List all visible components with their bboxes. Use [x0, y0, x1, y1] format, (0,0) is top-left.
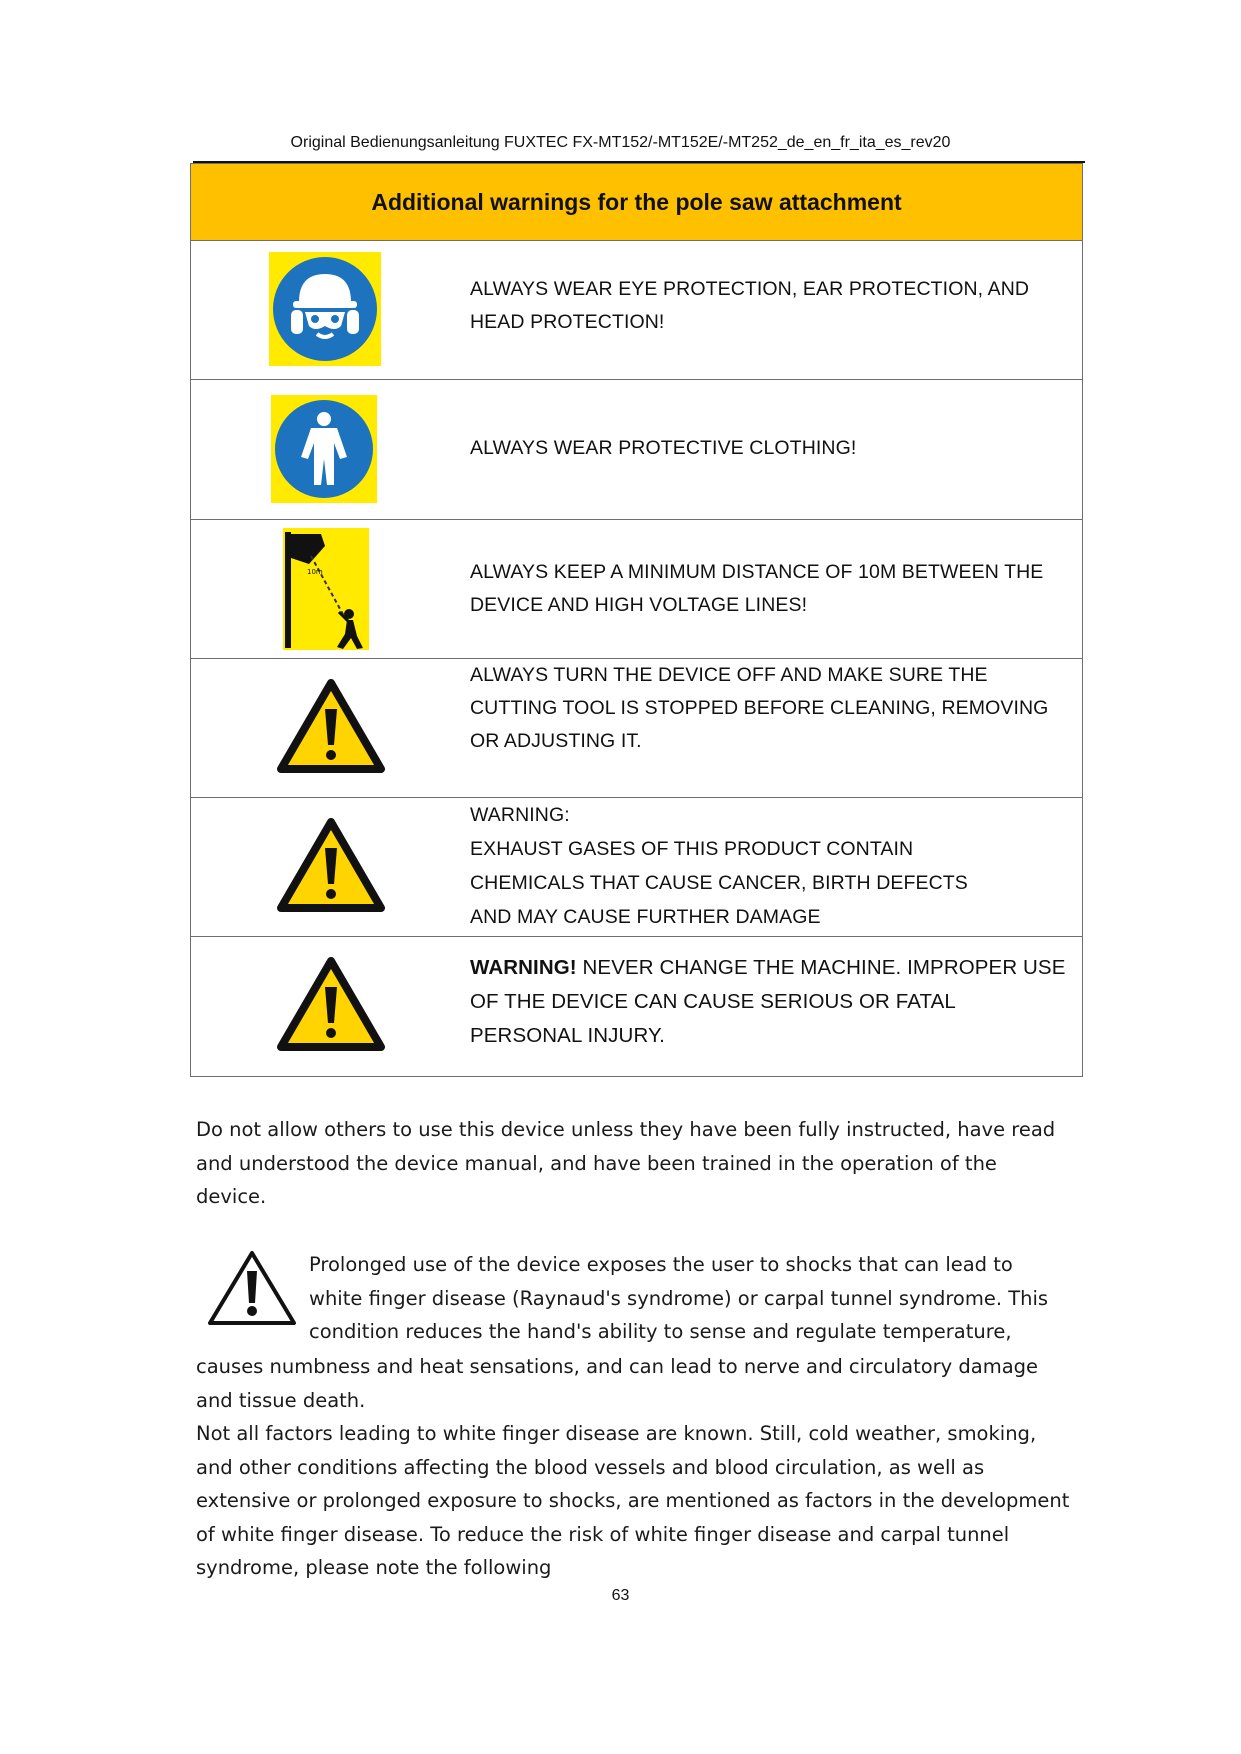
warning-row	[191, 659, 1082, 798]
running-header: Original Bedienungsanleitung FUXTEC FX-MT152/-MT152E/-MT252_de_en_fr_ita_es_rev20	[290, 134, 951, 151]
caution-body-text	[196, 1350, 1069, 1585]
text-line: and understood the device manual, and have been trained in the operation of the	[196, 1151, 997, 1175]
warning-triangle-icon	[277, 818, 385, 916]
text-line: and other conditions affecting the blood vessels and blood circulation, as well as	[196, 1455, 985, 1479]
warning-line: DEVICE AND HIGH VOLTAGE LINES!	[470, 594, 808, 616]
page-number: 63	[611, 1587, 630, 1604]
distance-label: 10m	[307, 568, 323, 576]
warning-row	[191, 798, 1082, 937]
warning-row	[191, 520, 1082, 659]
warning-line: CHEMICALS THAT CAUSE CANCER, BIRTH DEFECTS	[470, 872, 968, 894]
warning-row	[191, 937, 1082, 1076]
warnings-table	[190, 163, 1083, 1077]
text-line: causes numbness and heat sensations, and can lead to nerve and circulatory damage	[196, 1355, 1039, 1378]
warning-triangle-icon	[277, 679, 385, 777]
warning-line: PERSONAL INJURY.	[470, 1024, 665, 1047]
warning-line: WARNING:	[470, 804, 570, 826]
text-line: Prolonged use of the device exposes the user to shocks that can lead to	[309, 1253, 1013, 1276]
warning-bold-prefix: WARNING!	[470, 956, 577, 979]
warning-line: ALWAYS WEAR EYE PROTECTION, EAR PROTECTION, AND	[470, 278, 1030, 300]
text-line: extensive or prolonged exposure to shocks, are mentioned as factors in the development	[196, 1489, 1070, 1512]
warning-line: ALWAYS KEEP A MINIMUM DISTANCE OF 10M BETWEEN THE	[470, 561, 1044, 583]
protective-clothing-icon	[271, 395, 377, 507]
warning-line: CUTTING TOOL IS STOPPED BEFORE CLEANING, REMOVING	[470, 697, 1049, 719]
paragraph-instruction	[196, 1113, 1055, 1214]
text-line: Not all factors leading to white finger disease are known. Still, cold weather, smoking,	[196, 1422, 1037, 1445]
warning-line: ALWAYS WEAR PROTECTIVE CLOTHING!	[470, 437, 857, 459]
warning-triangle-icon	[277, 957, 385, 1055]
warning-row	[191, 380, 1082, 520]
text-line: of white finger disease. To reduce the risk of white finger disease and carpal tunnel	[196, 1522, 1010, 1546]
warning-line: OF THE DEVICE CAN CAUSE SERIOUS OR FATAL	[470, 990, 956, 1013]
text-line: and tissue death.	[196, 1388, 366, 1412]
warning-line: HEAD PROTECTION!	[470, 311, 665, 333]
head-protection-icon	[269, 252, 381, 370]
warning-row	[191, 241, 1082, 380]
warnings-table-title: Additional warnings for the pole saw attachment	[191, 164, 1082, 241]
warning-line: OR ADJUSTING IT.	[470, 730, 642, 752]
warning-line	[470, 951, 1072, 985]
text-line: white finger disease (Raynaud's syndrome) or carpal tunnel syndrome. This	[309, 1286, 1049, 1310]
warning-line: ALWAYS TURN THE DEVICE OFF AND MAKE SURE THE	[470, 664, 988, 686]
text-line: syndrome, please note the following	[196, 1556, 552, 1579]
warning-line: EXHAUST GASES OF THIS PRODUCT CONTAIN	[470, 838, 914, 860]
text-line: device.	[196, 1185, 267, 1208]
text-line: Do not allow others to use this device unless they have been fully instructed, have read	[196, 1118, 1056, 1141]
text-line: condition reduces the hand's ability to sense and regulate temperature,	[309, 1320, 1012, 1343]
caution-indented-text	[309, 1248, 1048, 1349]
warning-line: AND MAY CAUSE FURTHER DAMAGE	[470, 906, 821, 928]
power-line-distance-icon	[283, 528, 369, 654]
warning-line-rest: NEVER CHANGE THE MACHINE. IMPROPER USE	[576, 956, 1066, 979]
caution-outline-triangle-icon	[205, 1247, 299, 1333]
